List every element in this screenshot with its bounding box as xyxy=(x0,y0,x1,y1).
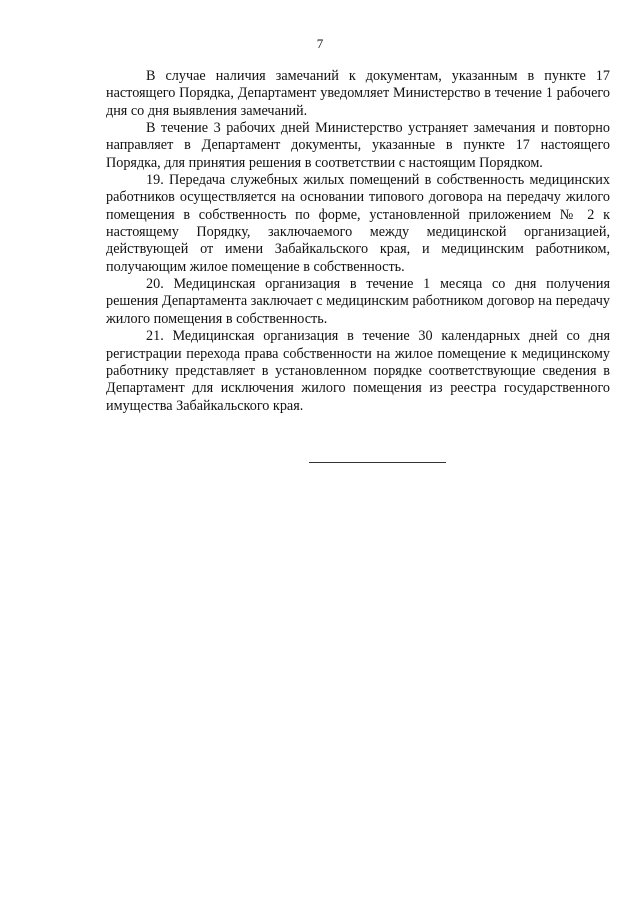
paragraph-clause-19: 19. Передача служебных жилых помещений в собственность медицинских работников осуществляется на основании типового договора на передачу жилого помещения в собственность по форме, установленной приложением № 2 к настоящему Порядку, заключаемого между медицинской организацией, действующей от имени Забайкальского края, и медицинским работником, получающим жилое помещение в собственность. xyxy=(106,172,610,275)
document-body xyxy=(106,68,610,415)
page-number: 7 xyxy=(316,36,324,51)
paragraph-remarks-notice: В случае наличия замечаний к документам, указанным в пункте 17 настоящего Порядка, Департамент уведомляет Министерство в течение 1 рабочего дня со дня выявления замечаний. xyxy=(106,68,610,119)
paragraph-clause-21: 21. Медицинская организация в течение 30 календарных дней со дня регистрации перехода права собственности на жилое помещение к медицинскому работнику представляет в установленном порядке соответствующие сведения в Департамент для исключения жилого помещения из реестра государственного имущества Забайкальского края. xyxy=(106,328,610,414)
end-of-document-rule xyxy=(309,462,446,463)
paragraph-remarks-correction: В течение 3 рабочих дней Министерство устраняет замечания и повторно направляет в Департамент документы, указанные в пункте 17 настоящего Порядка, для принятия решения в соответствии с настоящим Порядком. xyxy=(106,120,610,171)
paragraph-clause-20: 20. Медицинская организация в течение 1 месяца со дня получения решения Департамента заключает с медицинским работником договор на передачу жилого помещения в собственность. xyxy=(106,276,610,327)
